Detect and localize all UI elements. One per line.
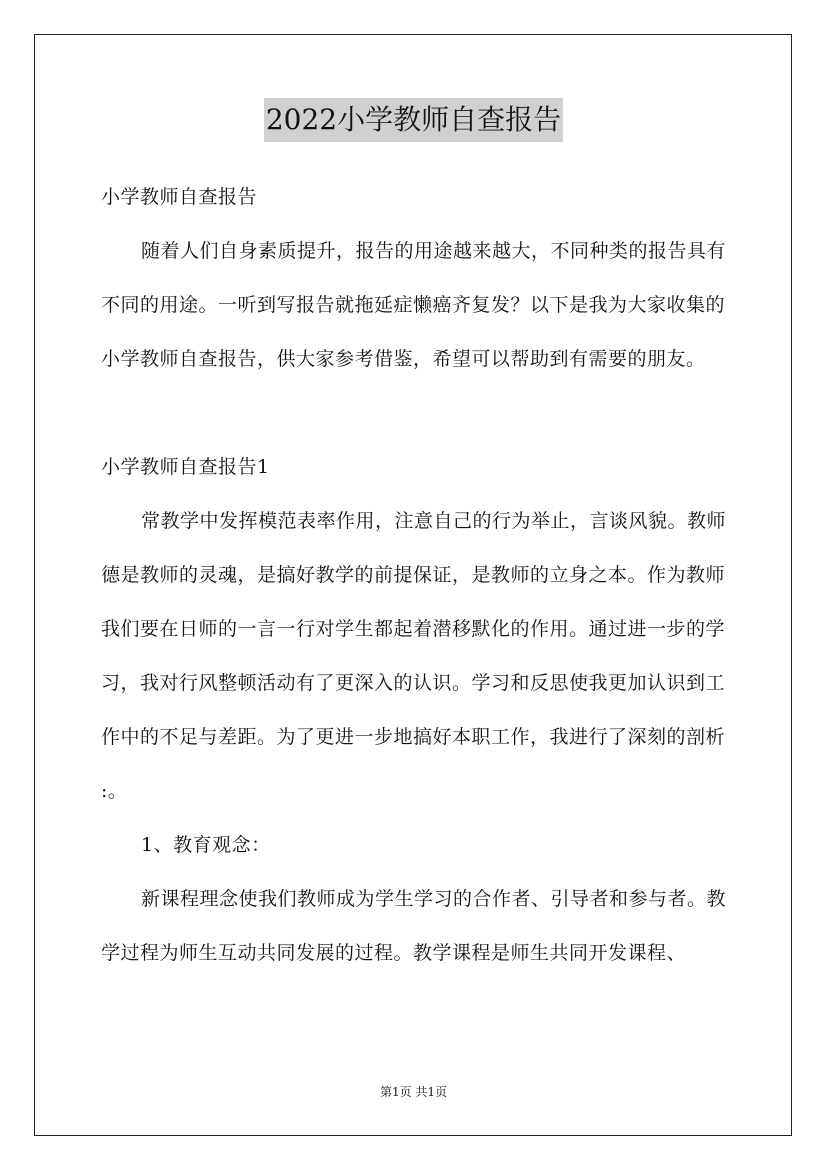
page-footer [0, 1082, 827, 1102]
document-title: 2022小学教师自查报告 [264, 98, 563, 142]
title-container [0, 98, 827, 142]
intro-paragraph: 随着人们自身素质提升，报告的用途越来越大，不同种类的报告具有不同的用途。一听到写报告就拖延症懒癌齐复发？以下是我为大家收集的小学教师自查报告，供大家参考借鉴，希望可以帮助到有需要的朋友。 [101, 240, 727, 370]
body-paragraph: 常教学中发挥模范表率作用，注意自己的行为举止，言谈风貌。教师德是教师的灵魂，是搞好教学的前提保证，是教师的立身之本。作为教师我们要在日师的一言一行对学生都起着潜移默化的作用。通过进一步的学习，我对行风整顿活动有了更深入的认识。学习和反思使我更加认识到工作中的不足与差距。为了更进一步地搞好本职工作，我进行了深刻的剖析 :。 [101, 510, 727, 802]
document-body [101, 170, 731, 980]
subheading-education-concept: 1、教育观念： [141, 834, 271, 856]
section-heading: 小学教师自查报告 [101, 186, 258, 208]
paragraph-gap [101, 386, 731, 440]
body-paragraph: 新课程理念使我们教师成为学生学习的合作者、引导者和参与者。教学过程为师生互动共同发展的过程。教学课程是师生共同开发课程、 [101, 888, 727, 964]
section-heading-1: 小学教师自查报告1 [101, 456, 270, 478]
page-number: 第1页 共1页 [379, 1085, 448, 1099]
